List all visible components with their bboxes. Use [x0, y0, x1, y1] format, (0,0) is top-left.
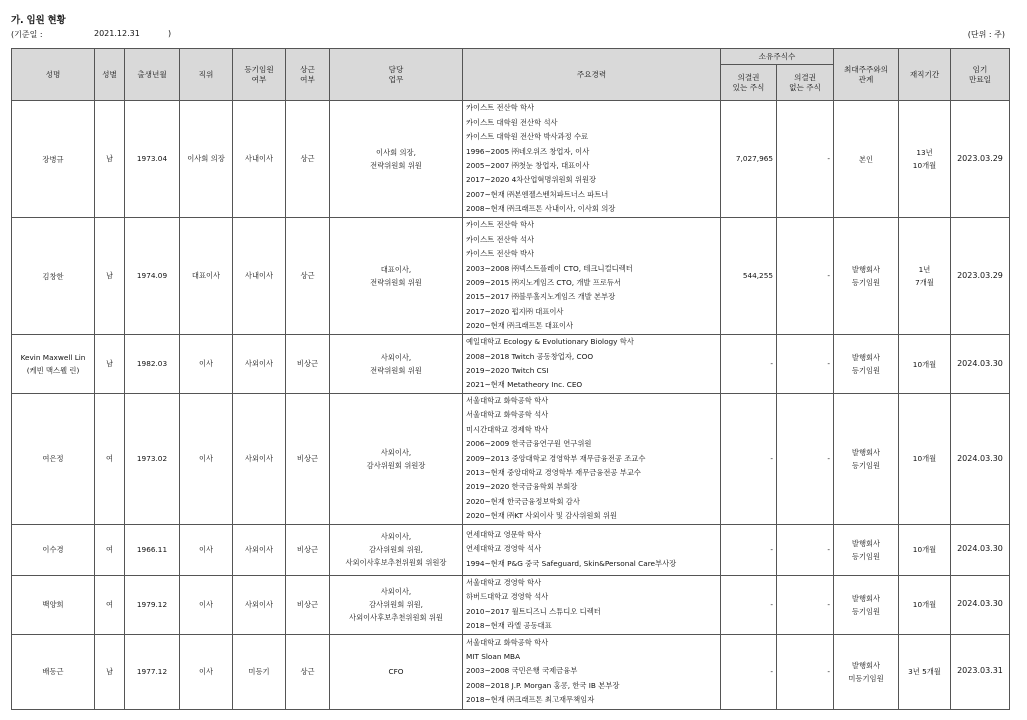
cell-nonvoting-shares: - — [777, 218, 834, 335]
cell-career: 예일대학교 Ecology & Evolutionary Biology 학사 2008~2018 Twitch 공동창업자, COO 2019~2020 Twitch CSI 2021~현재 Metatheory Inc. CEO — [463, 335, 721, 394]
cell-tenure: 10개월 — [899, 575, 951, 634]
cell-term: 2023.03.29 — [951, 101, 1010, 218]
cell-tenure: 10개월 — [899, 524, 951, 575]
cell-fulltime: 비상근 — [286, 524, 330, 575]
executive-table — [11, 48, 1010, 710]
cell-career: 카이스트 전산학 학사 카이스트 대학원 전산학 석사 카이스트 대학원 전산학 박사과정 수료 1996~2005 ㈜네오위즈 창업자, 이사 2005~2007 ㈜첫눈 창업자, 대표이사 2017~2020 4차산업혁명위원회 위원장 2007~현재 ㈜본엔젤스벤처파트너스 파트너 2008~현재 ㈜크래프톤 사내이사, 이사회 의장 — [463, 101, 721, 218]
cell-relation: 발행회사 미등기임원 — [834, 634, 899, 709]
base-date-label: (기준일 : — [11, 30, 43, 39]
cell-tenure: 1년 7개월 — [899, 218, 951, 335]
cell-birth: 1977.12 — [125, 634, 180, 709]
cell-nonvoting-shares: - — [777, 101, 834, 218]
cell-nonvoting-shares: - — [777, 634, 834, 709]
cell-career: 연세대학교 영문학 학사 연세대학교 경영학 석사 1994~현재 P&G 중국 Safeguard, Skin&Personal Care부사장 — [463, 524, 721, 575]
cell-position: 이사 — [180, 524, 233, 575]
cell-fulltime: 상근 — [286, 101, 330, 218]
cell-term: 2024.03.30 — [951, 524, 1010, 575]
cell-tenure: 10개월 — [899, 335, 951, 394]
cell-birth: 1979.12 — [125, 575, 180, 634]
base-date-close: ) — [168, 29, 172, 38]
table-row — [12, 394, 1010, 525]
table-row — [12, 575, 1010, 634]
cell-position: 이사 — [180, 575, 233, 634]
header-fulltime: 상근 여부 — [286, 49, 330, 101]
cell-voting-shares: - — [721, 634, 777, 709]
cell-duty: 사외이사, 감사위원회 위원장 — [330, 394, 463, 525]
cell-position: 이사 — [180, 634, 233, 709]
cell-birth: 1966.11 — [125, 524, 180, 575]
cell-tenure: 10개월 — [899, 394, 951, 525]
cell-position: 대표이사 — [180, 218, 233, 335]
header-birth: 출생년월 — [125, 49, 180, 101]
cell-registered: 사외이사 — [233, 394, 286, 525]
base-date: 2021.12.31 — [94, 29, 140, 38]
header-position: 직위 — [180, 49, 233, 101]
table-header — [12, 49, 1010, 101]
cell-gender: 남 — [95, 634, 125, 709]
cell-gender: 여 — [95, 575, 125, 634]
cell-duty: 대표이사, 전략위원회 위원 — [330, 218, 463, 335]
cell-registered: 사외이사 — [233, 575, 286, 634]
cell-registered: 미등기 — [233, 634, 286, 709]
header-career: 주요경력 — [463, 49, 721, 101]
cell-term: 2023.03.31 — [951, 634, 1010, 709]
cell-nonvoting-shares: - — [777, 524, 834, 575]
cell-tenure: 3년 5개월 — [899, 634, 951, 709]
cell-birth: 1974.09 — [125, 218, 180, 335]
cell-gender: 남 — [95, 101, 125, 218]
cell-career: 서울대학교 경영학 학사 하버드대학교 경영학 석사 2010~2017 월트디즈니 스튜디오 디렉터 2018~현재 라엘 공동대표 — [463, 575, 721, 634]
header-gender: 성별 — [95, 49, 125, 101]
table-row — [12, 634, 1010, 709]
cell-registered: 사내이사 — [233, 101, 286, 218]
table-body — [12, 101, 1010, 710]
cell-registered: 사외이사 — [233, 524, 286, 575]
cell-position: 이사 — [180, 335, 233, 394]
cell-relation: 본인 — [834, 101, 899, 218]
cell-name: 김창한 — [12, 218, 95, 335]
cell-fulltime: 비상근 — [286, 335, 330, 394]
cell-birth: 1973.04 — [125, 101, 180, 218]
cell-career: 카이스트 전산학 학사 카이스트 전산학 석사 카이스트 전산학 박사 2003~2008 ㈜넥스트플레이 CTO, 테크니컬디렉터 2009~2015 ㈜지노게임즈 CTO, 개발 프로듀서 2015~2017 ㈜블루홀지노게임즈 개발 본부장 2017~2020 펍지㈜ 대표이사 2020~현재 ㈜크래프톤 대표이사 — [463, 218, 721, 335]
cell-gender: 남 — [95, 218, 125, 335]
cell-voting-shares: - — [721, 575, 777, 634]
cell-duty: 사외이사, 감사위원회 위원, 사외이사후보추천위원회 위원 — [330, 575, 463, 634]
cell-voting-shares: - — [721, 335, 777, 394]
unit-label: (단위 : 주) — [967, 30, 1005, 39]
header-voting-shares: 의결권 있는 주식 — [721, 65, 777, 101]
cell-position: 이사회 의장 — [180, 101, 233, 218]
cell-voting-shares: 7,027,965 — [721, 101, 777, 218]
cell-duty: 사외이사, 감사위원회 위원, 사외이사후보추천위원회 위원장 — [330, 524, 463, 575]
cell-fulltime: 비상근 — [286, 394, 330, 525]
header-tenure: 재직기간 — [899, 49, 951, 101]
cell-duty: 이사회 의장, 전략위원회 위원 — [330, 101, 463, 218]
table-row — [12, 218, 1010, 335]
header-duty: 담당 업무 — [330, 49, 463, 101]
cell-nonvoting-shares: - — [777, 335, 834, 394]
cell-term: 2023.03.29 — [951, 218, 1010, 335]
cell-position: 이사 — [180, 394, 233, 525]
cell-career: 서울대학교 화학공학 학사 서울대학교 화학공학 석사 미시간대학교 경제학 박사 2006~2009 한국금융연구원 연구위원 2009~2013 중앙대학교 경영학부 재무금융전공 조교수 2013~현재 중앙대학교 경영학부 재무금융전공 부교수 2019~2020 한국금융학회 부회장 2020~현재 한국금융정보학회 감사 2020~현재 ㈜KT 사외이사 및 감사위원회 위원 — [463, 394, 721, 525]
cell-relation: 발행회사 등기임원 — [834, 394, 899, 525]
cell-relation: 발행회사 등기임원 — [834, 524, 899, 575]
cell-relation: 발행회사 등기임원 — [834, 335, 899, 394]
cell-name: 백양희 — [12, 575, 95, 634]
cell-fulltime: 상근 — [286, 218, 330, 335]
table-subheader — [11, 29, 1005, 41]
cell-gender: 여 — [95, 524, 125, 575]
cell-voting-shares: - — [721, 394, 777, 525]
section-title: 가. 임원 현황 — [11, 15, 66, 26]
cell-birth: 1982.03 — [125, 335, 180, 394]
cell-birth: 1973.02 — [125, 394, 180, 525]
cell-nonvoting-shares: - — [777, 575, 834, 634]
cell-fulltime: 상근 — [286, 634, 330, 709]
table-row — [12, 524, 1010, 575]
cell-tenure: 13년 10개월 — [899, 101, 951, 218]
cell-name: 장병규 — [12, 101, 95, 218]
cell-name: 배동근 — [12, 634, 95, 709]
cell-name: 여은정 — [12, 394, 95, 525]
header-relation: 최대주주와의 관계 — [834, 49, 899, 101]
header-shares: 소유주식수 — [721, 49, 834, 65]
header-name: 성명 — [12, 49, 95, 101]
cell-duty: 사외이사, 전략위원회 위원 — [330, 335, 463, 394]
cell-gender: 남 — [95, 335, 125, 394]
cell-registered: 사외이사 — [233, 335, 286, 394]
table-row — [12, 101, 1010, 218]
cell-nonvoting-shares: - — [777, 394, 834, 525]
cell-relation: 발행회사 등기임원 — [834, 218, 899, 335]
cell-relation: 발행회사 등기임원 — [834, 575, 899, 634]
cell-name: Kevin Maxwell Lin (케빈 맥스웰 린) — [12, 335, 95, 394]
cell-voting-shares: - — [721, 524, 777, 575]
cell-term: 2024.03.30 — [951, 575, 1010, 634]
cell-term: 2024.03.30 — [951, 335, 1010, 394]
cell-voting-shares: 544,255 — [721, 218, 777, 335]
header-nonvoting-shares: 의결권 없는 주식 — [777, 65, 834, 101]
cell-duty: CFO — [330, 634, 463, 709]
table-row — [12, 335, 1010, 394]
header-registered: 등기임원 여부 — [233, 49, 286, 101]
cell-registered: 사내이사 — [233, 218, 286, 335]
cell-term: 2024.03.30 — [951, 394, 1010, 525]
cell-career: 서울대학교 화학공학 학사 MIT Sloan MBA 2003~2008 국민은행 국제금융부 2008~2018 J.P. Morgan 홍콩, 한국 IB 본부장 2018~현재 ㈜크래프톤 최고재무책임자 — [463, 634, 721, 709]
cell-fulltime: 비상근 — [286, 575, 330, 634]
header-term: 임기 만료일 — [951, 49, 1010, 101]
cell-name: 이수경 — [12, 524, 95, 575]
cell-gender: 여 — [95, 394, 125, 525]
